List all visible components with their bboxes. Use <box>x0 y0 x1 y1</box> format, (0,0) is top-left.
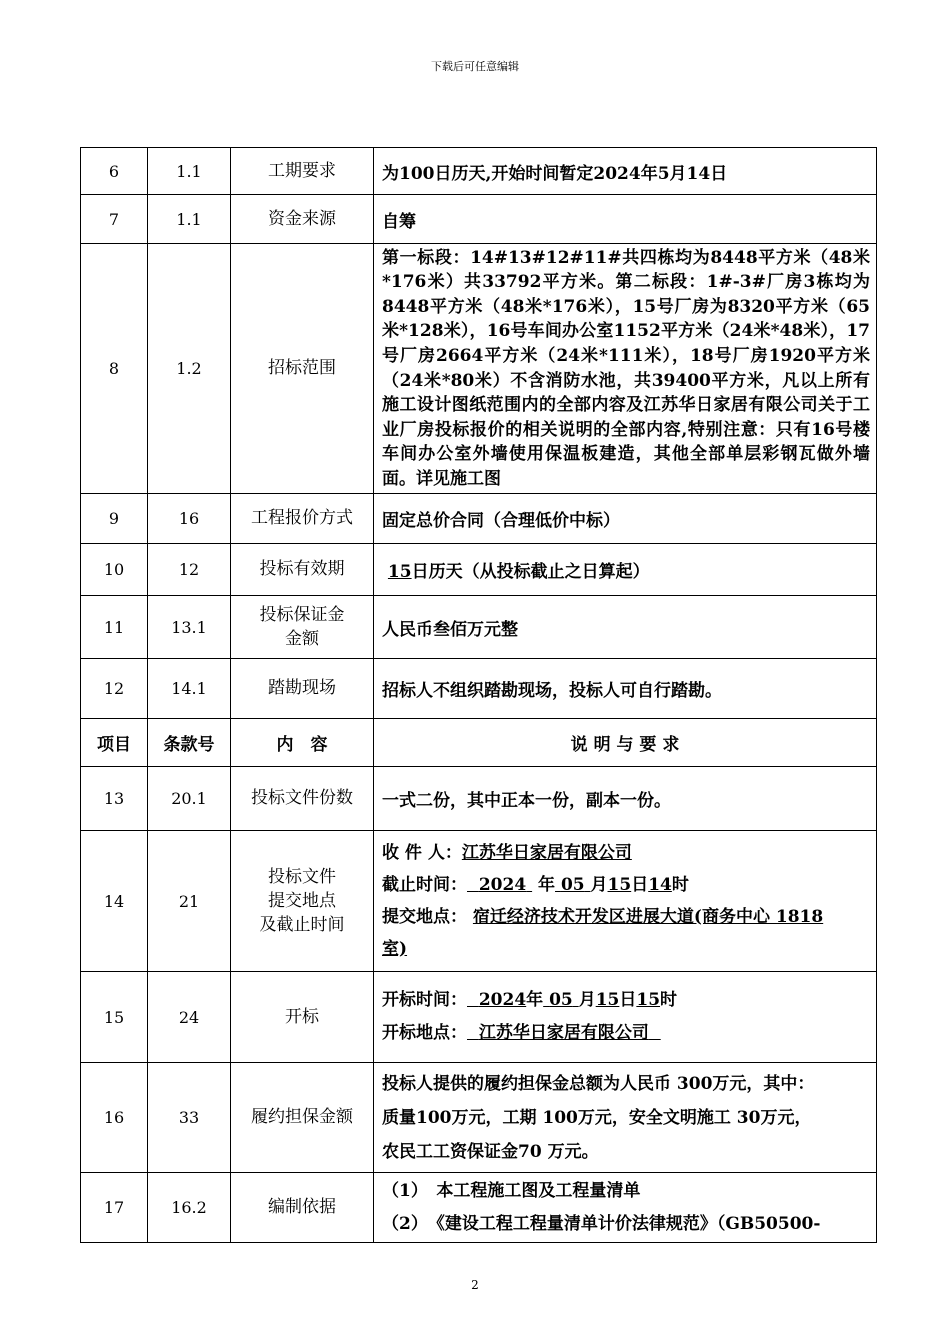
table-row <box>81 244 877 494</box>
desc-line: 农民工工资保证金70 万元。 <box>382 1141 599 1162</box>
open-day: 15 <box>595 990 620 1010</box>
content-cell: 履约担保金额 <box>231 1063 374 1173</box>
place-line: 提交地点： 宿迁经济技术开发区进展大道(商务中心 1818 <box>382 907 824 927</box>
column-header-content: 内 容 <box>231 719 374 767</box>
content-cell: 编制依据 <box>231 1173 374 1243</box>
table-row <box>81 972 877 1063</box>
item-cell: 13 <box>81 767 148 831</box>
content-cell: 投标文件份数 <box>231 767 374 831</box>
clause-cell: 1.1 <box>148 195 231 244</box>
deadline-year: 2024 <box>478 875 527 895</box>
clause-cell: 33 <box>148 1063 231 1173</box>
desc-cell: 招标人不组织踏勘现场，投标人可自行踏勘。 <box>374 659 877 719</box>
item-cell: 6 <box>81 148 148 195</box>
content-cell: 投标有效期 <box>231 544 374 596</box>
content-cell: 工程报价方式 <box>231 494 374 544</box>
column-header-item: 项目 <box>81 719 148 767</box>
column-header-desc: 说 明 与 要 求 <box>374 719 877 767</box>
deadline-line: 截止时间： 2024 年 05 月15日14时 <box>382 875 689 895</box>
desc-line: （1） 本工程施工图及工程量清单 <box>382 1180 641 1201</box>
page-header: 下载后可任意编辑 <box>431 60 519 73</box>
desc-cell <box>374 972 877 1063</box>
open-month: 05 <box>549 990 573 1010</box>
place-value: 宿迁经济技术开发区进展大道(商务中心 1818 <box>472 907 824 927</box>
desc-cell <box>374 1063 877 1173</box>
item-cell: 16 <box>81 1063 148 1173</box>
content-line: 投标文件 <box>268 867 336 887</box>
content-cell: 资金来源 <box>231 195 374 244</box>
item-cell: 10 <box>81 544 148 596</box>
clause-cell: 20.1 <box>148 767 231 831</box>
item-cell: 8 <box>81 244 148 494</box>
clause-cell: 13.1 <box>148 596 231 659</box>
table-row <box>81 1173 877 1243</box>
validity-days: 15 <box>387 562 412 582</box>
clause-cell: 16.2 <box>148 1173 231 1243</box>
content-cell: 工期要求 <box>231 148 374 195</box>
item-cell: 11 <box>81 596 148 659</box>
desc-line: （2） 《建设工程工程量清单计价法律规范》（GB50500- <box>382 1213 821 1234</box>
item-cell: 14 <box>81 831 148 972</box>
open-hour: 15 <box>636 990 661 1010</box>
desc-line: 质量100万元，工期 100万元，安全文明施工 30万元， <box>382 1107 812 1128</box>
content-cell: 招标范围 <box>231 244 374 494</box>
item-cell: 9 <box>81 494 148 544</box>
open-year: 2024 <box>478 990 527 1010</box>
desc-cell <box>374 1173 877 1243</box>
deadline-day: 15 <box>607 875 632 895</box>
table-row <box>81 544 877 596</box>
clause-cell: 21 <box>148 831 231 972</box>
item-cell: 17 <box>81 1173 148 1243</box>
column-header-clause: 条款号 <box>148 719 231 767</box>
table-row <box>81 494 877 544</box>
desc-cell <box>374 831 877 972</box>
item-cell: 12 <box>81 659 148 719</box>
table-row <box>81 659 877 719</box>
tender-info-table <box>80 147 877 1243</box>
table-row <box>81 831 877 972</box>
content-cell: 开标 <box>231 972 374 1063</box>
content-line: 投标保证金 <box>259 605 345 625</box>
open-place-line: 开标地点： 江苏华日家居有限公司 <box>382 1023 649 1043</box>
table-row <box>81 767 877 831</box>
clause-cell: 1.2 <box>148 244 231 494</box>
open-place-value: 江苏华日家居有限公司 <box>478 1023 649 1043</box>
deadline-month: 05 <box>560 875 585 895</box>
desc-cell: 一式二份，其中正本一份，副本一份。 <box>374 767 877 831</box>
clause-cell: 16 <box>148 494 231 544</box>
content-line: 及截止时间 <box>259 915 345 935</box>
content-line: 金额 <box>285 629 319 649</box>
clause-cell: 14.1 <box>148 659 231 719</box>
receiver-line: 收 件 人：江苏华日家居有限公司 <box>382 843 632 863</box>
desc-cell: 自筹 <box>374 195 877 244</box>
content-line: 提交地点 <box>268 891 336 911</box>
place-line-cont <box>382 933 870 965</box>
open-time-line: 开标时间： 2024年 05 月15日15时 <box>382 990 678 1010</box>
item-cell: 15 <box>81 972 148 1063</box>
desc-cell: 固定总价合同（合理低价中标） <box>374 494 877 544</box>
clause-cell: 1.1 <box>148 148 231 195</box>
validity-text: 日历天（从投标截止之日算起） <box>411 562 650 582</box>
desc-cell: 第一标段：14#13#12#11#共四栋均为8448平方米（48米*176米）共33792平方米。第二标段：1#-3#厂房3栋均为8448平方米（48米*176米），15号厂房为8320平方米（65米*128米），16号车间办公室1152平方米（24米*48米），17号厂房2664平方米（24米*111米），18号厂房1920平方米（24米*80米）不含消防水池，共39400平方米，凡以上所有施工设计图纸范围内的全部内容及江苏华日家居有限公司关于工业厂房投标报价的相关说明的全部内容,特别注意：只有16号楼车间办公室外墙使用保温板建造，其他全部单层彩钢瓦做外墙面。详见施工图 <box>374 244 877 494</box>
desc-line: 投标人提供的履约担保金总额为人民币 300万元，其中： <box>382 1073 815 1094</box>
content-cell <box>231 596 374 659</box>
desc-cell: 为100日历天,开始时间暂定2024年5月14日 <box>374 148 877 195</box>
table-row <box>81 596 877 659</box>
page-number: 2 <box>471 1278 479 1292</box>
table-row <box>81 195 877 244</box>
table-row <box>81 1063 877 1173</box>
content-cell <box>231 831 374 972</box>
item-cell: 7 <box>81 195 148 244</box>
receiver-value: 江苏华日家居有限公司 <box>461 843 632 863</box>
place-value-cont: 室) <box>382 939 408 959</box>
desc-cell: 人民币叁佰万元整 <box>374 596 877 659</box>
deadline-hour: 14 <box>648 875 672 895</box>
table-header-row <box>81 719 877 767</box>
clause-cell: 24 <box>148 972 231 1063</box>
content-cell: 踏勘现场 <box>231 659 374 719</box>
desc-cell <box>374 544 877 596</box>
table-row <box>81 148 877 195</box>
clause-cell: 12 <box>148 544 231 596</box>
